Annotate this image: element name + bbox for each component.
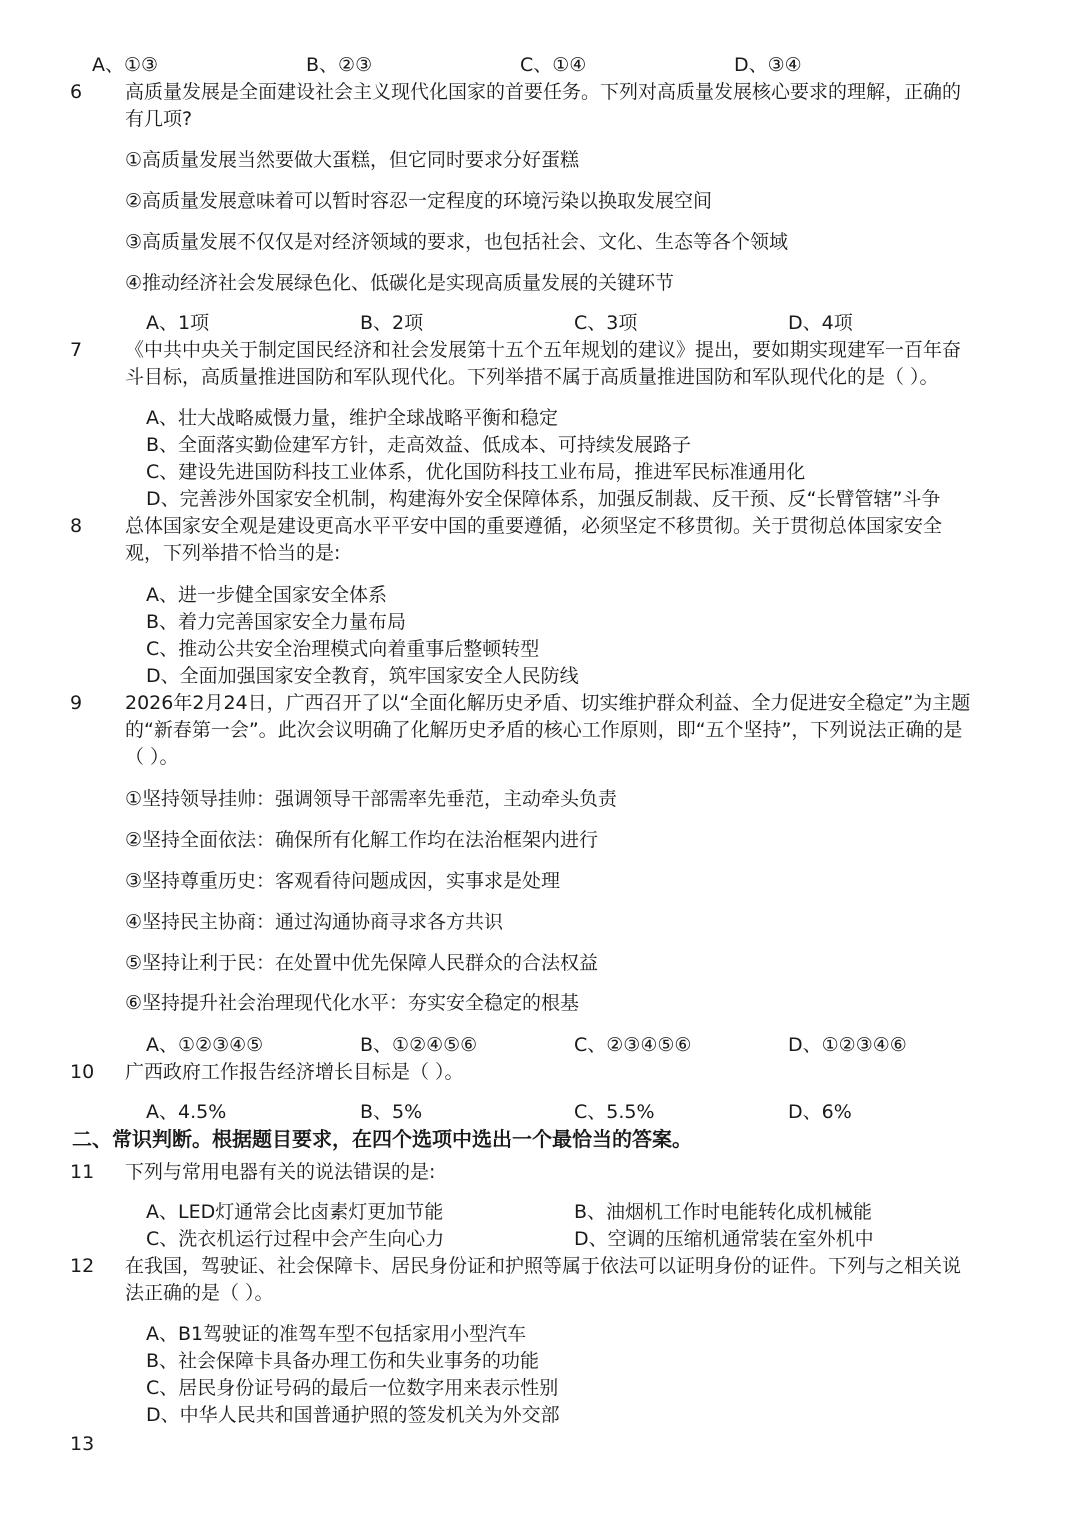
- statement-item: ②坚持全面依法：确保所有化解工作均在法治框架内进行: [125, 829, 599, 851]
- option-a: A、1项: [146, 312, 210, 334]
- option-c: C、居民身份证号码的最后一位数字用来表示性别: [146, 1377, 559, 1399]
- question-number: 11: [70, 1161, 95, 1183]
- question-stem: 下列与常用电器有关的说法错误的是:: [125, 1161, 436, 1183]
- question-number: 9: [70, 692, 83, 714]
- q5-options-row: [0, 52, 1080, 79]
- statement-item: ①高质量发展当然要做大蛋糕，但它同时要求分好蛋糕: [125, 149, 580, 171]
- option-c: C、5.5%: [574, 1101, 655, 1123]
- statement-item: ⑥坚持提升社会治理现代化水平：夯实安全稳定的根基: [125, 992, 580, 1014]
- option-a: A、进一步健全国家安全体系: [146, 584, 387, 606]
- option-a: A、4.5%: [146, 1101, 227, 1123]
- option-a: A、B1驾驶证的准驾车型不包括家用小型汽车: [146, 1323, 527, 1345]
- option-b: B、油烟机工作时电能转化成机械能: [574, 1201, 873, 1223]
- option-a: A、①②③④⑤: [146, 1034, 264, 1056]
- option-b: B、着力完善国家安全力量布局: [146, 611, 407, 633]
- option-c: C、①④: [520, 54, 587, 76]
- section-heading: 二、常识判断。根据题目要求，在四个选项中选出一个最恰当的答案。: [72, 1127, 692, 1151]
- option-d: D、4项: [788, 312, 853, 334]
- option-a: A、LED灯通常会比卤素灯更加节能: [146, 1201, 444, 1223]
- option-a: A、壮大战略威慑力量，维护全球战略平衡和稳定: [146, 407, 558, 429]
- q11-options-row-1: [0, 1199, 1080, 1226]
- option-c: C、②③④⑤⑥: [574, 1034, 692, 1056]
- option-d: D、③④: [734, 54, 802, 76]
- option-d: D、①②③④⑥: [788, 1034, 907, 1056]
- option-b: B、社会保障卡具备办理工伤和失业事务的功能: [146, 1350, 540, 1372]
- option-b: B、全面落实勤俭建军方针，走高效益、低成本、可持续发展路子: [146, 434, 692, 456]
- question-number: 13: [70, 1433, 95, 1455]
- option-b: B、5%: [360, 1101, 423, 1123]
- statement-item: ①坚持领导挂帅：强调领导干部需率先垂范，主动牵头负责: [125, 788, 618, 810]
- option-b: B、2项: [360, 312, 424, 334]
- option-b: B、①②④⑤⑥: [360, 1034, 478, 1056]
- option-a: A、①③: [92, 54, 159, 76]
- option-c: C、建设先进国防科技工业体系，优化国防科技工业布局，推进军民标准通用化: [146, 461, 806, 483]
- statement-item: ②高质量发展意味着可以暂时容忍一定程度的环境污染以换取发展空间: [125, 190, 713, 212]
- question-number: 7: [70, 339, 83, 361]
- question-stem: 总体国家安全观是建设更高水平平安中国的重要遵循，必须坚定不移贯彻。关于贯彻总体国家安全观，下列举措不恰当的是:: [125, 515, 943, 564]
- option-d: D、空调的压缩机通常装在室外机中: [574, 1228, 874, 1250]
- question-stem: 广西政府工作报告经济增长目标是（ ）。: [125, 1061, 464, 1083]
- question-stem: 在我国，驾驶证、社会保障卡、居民身份证和护照等属于依法可以证明身份的证件。下列与之相关说法正确的是（ ）。: [125, 1255, 962, 1304]
- question-stem: 高质量发展是全面建设社会主义现代化国家的首要任务。下列对高质量发展核心要求的理解，正确的有几项?: [125, 81, 962, 130]
- option-d: D、中华人民共和国普通护照的签发机关为外交部: [146, 1404, 560, 1426]
- question-number: 8: [70, 515, 83, 537]
- statement-item: ③高质量发展不仅仅是对经济领域的要求，也包括社会、文化、生态等各个领域: [125, 231, 789, 253]
- question-number: 6: [70, 81, 83, 103]
- option-d: D、全面加强国家安全教育，筑牢国家安全人民防线: [146, 665, 579, 687]
- q10-options-row: [0, 1099, 1080, 1126]
- option-d: D、完善涉外国家安全机制，构建海外安全保障体系，加强反制裁、反干预、反“长臂管辖”斗争: [146, 488, 941, 510]
- q9-options-row: [0, 1032, 1080, 1059]
- question-stem: 2026年2月24日，广西召开了以“全面化解历史矛盾、切实维护群众利益、全力促进安全稳定”为主题的“新春第一会”。此次会议明确了化解历史矛盾的核心工作原则，即“五个坚持”，下列说法正确的是（ ）。: [125, 692, 971, 768]
- question-number: 10: [70, 1061, 95, 1083]
- q6-options-row: [0, 310, 1080, 337]
- statement-item: ④推动经济社会发展绿色化、低碳化是实现高质量发展的关键环节: [125, 272, 675, 294]
- q11-options-row-2: [0, 1226, 1080, 1253]
- question-number: 12: [70, 1255, 95, 1277]
- statement-item: ③坚持尊重历史：客观看待问题成因，实事求是处理: [125, 870, 561, 892]
- option-c: C、3项: [574, 312, 638, 334]
- option-c: C、洗衣机运行过程中会产生向心力: [146, 1228, 445, 1250]
- question-stem: 《中共中央关于制定国民经济和社会发展第十五个五年规划的建议》提出，要如期实现建军一百年奋斗目标，高质量推进国防和军队现代化。下列举措不属于高质量推进国防和军队现代化的是（ ）。: [125, 339, 962, 388]
- statement-item: ⑤坚持让利于民：在处置中优先保障人民群众的合法权益: [125, 952, 599, 974]
- option-c: C、推动公共安全治理模式向着重事后整顿转型: [146, 638, 540, 660]
- statement-item: ④坚持民主协商：通过沟通协商寻求各方共识: [125, 911, 504, 933]
- option-d: D、6%: [788, 1101, 852, 1123]
- option-b: B、②③: [306, 54, 373, 76]
